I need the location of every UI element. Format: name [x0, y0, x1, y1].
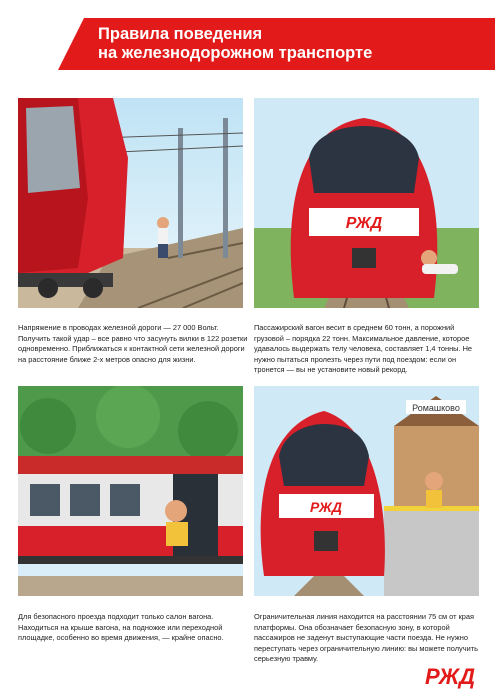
train-front-platform-station-icon — [254, 386, 479, 596]
caption-under-train: Пассажирский вагон весит в среднем 60 тонн, а порожний грузовой – порядка 22 тонн. Максимальное давление, которое удавалось выдержать телу человека, составляет 1,4 тонны. Не нужно пытаться пролезть через пути под поездом: если он тронется — вы не установите новый рекорд. — [254, 323, 473, 375]
title-line-1: Правила поведения — [98, 25, 263, 43]
station-sign: Ромашково — [412, 403, 460, 413]
caption-car-door: Для безопасного проезда подходит только салон вагона. Находиться на крыше вагона, на подножке или переходной площадке, особенно во время движения, — крайне опасно. — [18, 612, 224, 643]
train-logo-2: РЖД — [310, 499, 342, 515]
header-corner-cut — [58, 18, 84, 70]
illustration-under-train — [254, 98, 479, 308]
title-line-2: на железнодорожном транспорте — [98, 44, 373, 62]
header-banner — [58, 18, 495, 70]
illustration-contact-wire — [18, 98, 243, 308]
caption-platform-line: Ограничительная линия находится на расстоянии 75 см от края платформы. Она обозначает безопасную зону, в которой пассажиров не заденут выступающие части поезда. Не нужно переступать через ограничительную линию: вы можете получить серьезную травму. — [254, 612, 478, 664]
rzd-logo — [418, 663, 482, 689]
illustration-car-door — [18, 386, 243, 596]
page-title — [98, 25, 372, 63]
rzd-logo-text: РЖД — [424, 664, 476, 689]
train-logo: РЖД — [345, 215, 383, 232]
caption-contact-wire: Напряжение в проводах железной дороги — 27 000 Вольт. Получить такой удар – все равно что засунуть вилки в 122 розетки одновременно. Приближаться к контактной сети железной дороги на расстояние ближе 2-х метров опасно для жизни. — [18, 323, 248, 364]
train-side-climbing-boy-icon — [18, 98, 243, 308]
train-car-window-boy-icon — [18, 386, 243, 596]
illustration-platform-line — [254, 386, 479, 596]
train-front-boy-on-track-icon — [254, 98, 479, 308]
